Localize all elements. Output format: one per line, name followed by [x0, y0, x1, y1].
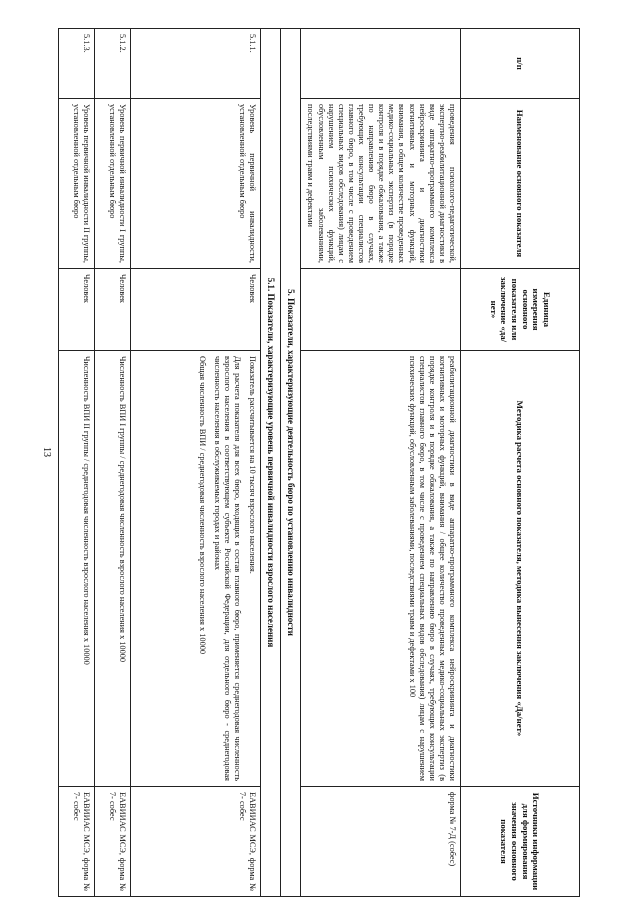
cell-source: ЕАВИИАС МСЭ, форма № 7- собес — [131, 787, 261, 897]
header-source: Источники информации для формирования значения основного показателя — [461, 787, 580, 897]
section-5-1-title: 5.1. Показатели, характеризующие уровень первичной инвалидности взрослого населения — [261, 29, 281, 897]
method-paragraph: Для расчета показателя для всех бюро, входящих в состав главного бюро, применяется среднегодовая численность взрослого населения в соответствующем субъекте Российской Федерации, для отдельного бюро - среднегодовая численность населения в обслуживаемых городах и районах — [212, 356, 242, 781]
cell-unit — [301, 269, 461, 351]
page-number: 13 — [41, 447, 52, 457]
header-method: Методика расчета основного показателя, методика вынесения заключения «Да/нет» — [461, 351, 580, 787]
cell-name: Уровень первичной инвалидности, установленной отдельным бюро — [131, 99, 261, 269]
cell-method: реабилитационной диагностики в виде аппаратно-программного комплекса нейроскрининга и диагностики когнитивных и моторных функций, внимания / общее количество проведенных медико-социальных экспертиз (в порядке контроля и в порядке обжалования, а также по направлению бюро в случаях, требующих консультации специалистов главного бюро, в том числе с проведением специальных видов обследования) лицам с нарушением психических функций, обусловленным заболеваниями, последствиями травм и дефектами x 100 — [301, 351, 461, 787]
cell-method: Численность ВПИ II группы / среднегодовая численность взрослого населения x 10000 — [59, 351, 95, 787]
method-paragraph: Показатель рассчитывается на 10 тысяч взрослого населения. — [248, 356, 258, 574]
cell-name: Уровень первичной инвалидности I группы, установленной отдельным бюро — [95, 99, 131, 269]
section-5-title: 5. Показатели, характеризующие деятельность бюро по установлению инвалидности — [281, 29, 301, 897]
table-row — [59, 29, 95, 897]
cell-source: ЕАВИИАС МСЭ, форма № 7- собес — [59, 787, 95, 897]
rotated-table-page — [60, 28, 580, 896]
section-row — [261, 29, 281, 897]
cell-method — [131, 351, 261, 787]
cell-unit: Человек — [131, 269, 261, 351]
cell-num — [301, 29, 461, 99]
cell-unit: Человек — [95, 269, 131, 351]
cell-num: 5.1.2. — [95, 29, 131, 99]
table-header-row — [461, 29, 580, 897]
header-name: Наименование основного показателя — [461, 99, 580, 269]
cell-method: Численность ВПИ I группы / среднегодовая численность взрослого населения x 10000 — [95, 351, 131, 787]
cell-name: Уровень первичной инвалидности II группы, установленной отдельным бюро — [59, 99, 95, 269]
table-row — [95, 29, 131, 897]
cell-name: проведения психолого-педагогической, экспертно-реабилитационной диагностики в виде аппаратно-программного комплекса нейроскрининга и диагностики когнитивных и моторных функций, внимания, в общем количестве проведенных медико-социальных экспертиз (в порядке контроля и в порядке обжалования, а также по направлению бюро в случаях, требующих консультации специалистов главного бюро, в том числе с проведением специальных видов обследования) лицам с нарушением психических функций, обусловленным заболеваниями, последствиями травм и дефектами — [301, 99, 461, 269]
cell-source: ЕАВИИАС МСЭ, форма № 7- собес — [95, 787, 131, 897]
indicators-table — [58, 28, 580, 897]
cell-num: 5.1.1. — [131, 29, 261, 99]
method-paragraph: Общая численность ВПИ / среднегодовая численность взрослого населения x 10000 — [197, 356, 207, 655]
header-unit: Единица измерения основного показателя или заключение «да/нет» — [461, 269, 580, 351]
table-row — [131, 29, 261, 897]
cell-num: 5.1.3. — [59, 29, 95, 99]
cell-source: форма № 7-Д (собес) — [301, 787, 461, 897]
section-row — [281, 29, 301, 897]
cell-unit: Человек — [59, 269, 95, 351]
header-num: п/п — [461, 29, 580, 99]
table-row — [301, 29, 461, 897]
